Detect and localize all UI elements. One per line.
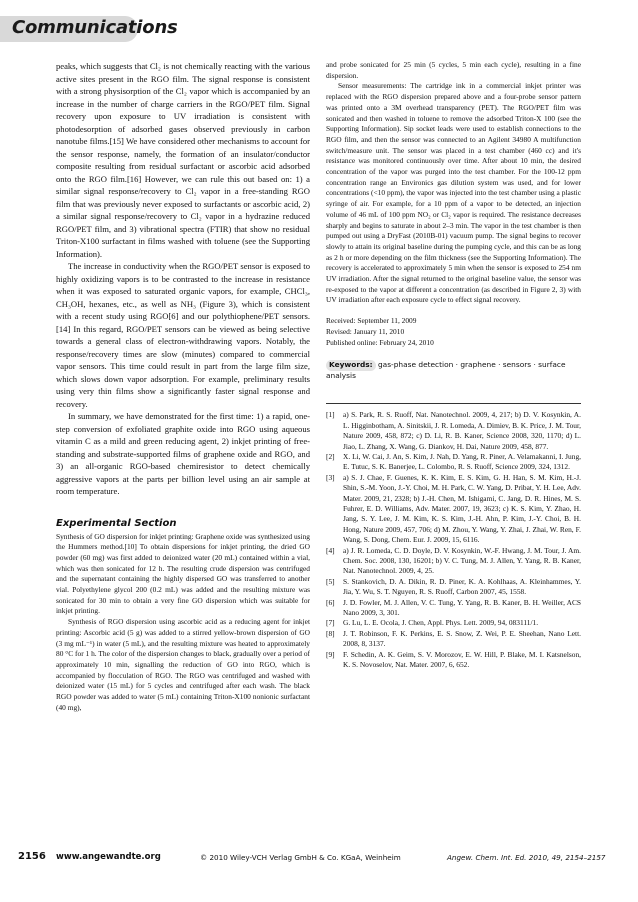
reference-text: a) J. R. Lomeda, C. D. Doyle, D. V. Kosynkin, W.-F. Hwang, J. M. Tour, J. Am. Chem. Soc. 2008, 130, 16201; b) V. C. Tung, M. J. Allen, Y. Yang, R. B. Kaner, Nat. Nanotechnol. 2009, 4, 25. — [343, 545, 581, 576]
received-date: Received: September 11, 2009 — [326, 316, 417, 326]
reference-number: [7] — [326, 618, 335, 628]
reference-text: F. Schedin, A. K. Geim, S. V. Morozov, E. W. Hill, P. Blake, M. I. Katsnelson, K. S. Novoselov, Nat. Mater. 2007, 6, 652. — [343, 649, 581, 670]
experimental-paragraph-1: Synthesis of GO dispersion for inkjet printing: Graphene oxide was synthesized using the Hummers method.[10] To obtain dispersions for inkjet printing, the dried GO powder (60 mg) was first added to deionized water (20 mL) contained within a vial, which was then sonicated for 12 h. The resulting crude dispersion was centrifuged and the supernatant containing the highly dispersed GO was transferred to another vial. Polyethylene glycol 200 (0.2 mL) was added and the resulting mixture was sonicated for 30 min to obtain a very fine GO dispersion which was suitable for inkjet printing. — [56, 531, 310, 616]
reference-text: a) S. Park, R. S. Ruoff, Nat. Nanotechnol. 2009, 4, 217; b) D. V. Kosynkin, A. L. Higginbotham, A. Sinitskii, J. R. Lomeda, A. Dimiev, B. K. Price, J. M. Tour, Nature 2009, 458, 872; c) D. Li, R. B. Kaner, Science 2008, 320, 1170; d) L. Jiao, L. Zhang, X. Wang, G. Diankov, H. Dai, Nature 2009, 458, 877. — [343, 410, 581, 451]
reference-number: [5] — [326, 576, 335, 586]
reference-item — [326, 473, 581, 546]
reference-number: [6] — [326, 597, 335, 607]
experimental-paragraph-3: and probe sonicated for 25 min (5 cycles, 5 min each cycle), resulting in a fine dispersion. — [326, 60, 581, 80]
references-list — [326, 410, 581, 670]
references-divider — [326, 403, 581, 404]
reference-item — [326, 618, 581, 628]
reference-item — [326, 546, 581, 577]
reference-item — [326, 452, 581, 473]
sensor-measurements-paragraph: Sensor measurements: The cartridge ink in a commercial inkjet printer was replaced with the RGO dispersion prepared above and a four-probe sensor pattern was printed onto a 3M overhead transparency (PET). The RGO/PET film was sonicated and then washed in toluene to remove the adsorbed Triton-X 100 (see the Supporting Information). Sip socket leads were used to establish connections to the RGO film, and then the sensor was connected to an Agilent 34980 A multifunction switch/measure unit. The sensor was placed in a test chamber (460 cc) and it's resistance was monitored continuously over time. After about 10 min, the desired concentration of the vapor was purged into the test chamber. For the 100-12 ppm concentration range an Environics gas dilution system was used, and for lower concentrations (<10 ppm), the vapor was injected into the test chamber using a plastic syringe of air. For example, for a 10 ppm of a vapor to be detected, an injection volume of 46 mL of 100 ppm NO₂ or Cl₂ vapor is required. The resistance decreases sharply and begins to saturate in about 2–3 min. The vapor in the test chamber is then pumped out using a DryFast (2010B-01) vacuum pump. The signal begins to recover slowly to attain its original baseline during the pumping cycle, and this can be as long as 2 h or more depending on the film thickness (see the Supporting Information). The recovery is accelerated to approximately 5 min when the sensor is exposed to 254 nm UV irradiation. After the signal returned to the original baseline value, the sensor was re-exposed to the vapor at different a concentration (as described in Figure 2, 3) with UV irradiation after each exposure cycle to effect signal recovery. — [326, 81, 581, 305]
copyright-notice: © 2010 Wiley-VCH Verlag GmbH & Co. KGaA, Weinheim — [200, 853, 401, 862]
reference-item — [326, 650, 581, 671]
left-column — [56, 60, 310, 713]
reference-number: [8] — [326, 628, 335, 638]
page-number: 2156 — [18, 851, 46, 862]
journal-website-link[interactable]: www.angewandte.org — [56, 852, 161, 862]
keywords-block — [326, 360, 581, 381]
body-paragraph-3: In summary, we have demonstrated for the first time: 1) a rapid, one-step conversion of exfoliated graphite oxide into RGO using aqueous vitamin C as a mild and green reducing agent, 2) inkjet printing of free-standing and substrate-supported films of graphene oxide and RGO, and 3) an all-organic RGO-based chemiresistor to detect chemically aggressive vapors at the parts per billion level using an air sample at room temperature. — [56, 411, 310, 496]
reference-text: S. Stankovich, D. A. Dikin, R. D. Piner, K. A. Kohlhaas, A. Kleinhammes, Y. Jia, Y. Wu, S. T. Nguyen, R. S. Ruoff, Carbon 2007, 45, 1558. — [343, 576, 581, 597]
experimental-section-title: Experimental Section — [56, 517, 177, 529]
reference-item — [326, 410, 581, 452]
section-header-title: Communications — [12, 17, 178, 38]
revised-date: Revised: January 11, 2010 — [326, 326, 405, 336]
page-footer — [0, 851, 638, 865]
article-dates — [326, 316, 581, 348]
reference-text: J. T. Robinson, F. K. Perkins, E. S. Snow, Z. Wei, P. E. Sheehan, Nano Lett. 2008, 8, 3137. — [343, 628, 581, 649]
reference-number: [9] — [326, 649, 335, 659]
keywords-list: gas-phase detection · graphene · sensors · surface analysis — [326, 360, 566, 380]
reference-item — [326, 577, 581, 598]
right-column — [326, 60, 581, 670]
reference-text: X. Li, W. Cai, J. An, S. Kim, J. Nah, D. Yang, R. Piner, A. Velamakanni, I. Jung, E. Tutuc, S. K. Banerjee, L. Colombo, R. S. Ruoff, Science 2009, 324, 1312. — [343, 451, 581, 472]
reference-number: [2] — [326, 451, 335, 461]
experimental-paragraph-2: Synthesis of RGO dispersion using ascorbic acid as a reducing agent for inkjet printing: Ascorbic acid (5 g) was added to a stirred yellow-brown dispersion of GO (3 mg mL⁻¹) in water (5 mL), and the resulting mixture was heated to approximately 80 °C for 1 h. The color of the dispersion changes to black, gradually over a period of approximately 10 min, signalling the reduction of GO into RGO, which is accompanied by flocculation of RGO. The RGO was centrifuged and washed with deionized water (15 mL) for 5 cycles and centrifuged after each wash. The black RGO powder was added to water (5 mL) containing Triton-X100 nonionic surfactant (40 mg), — [56, 617, 310, 712]
keywords-label: Keywords: — [326, 360, 376, 371]
reference-text: G. Lu, L. E. Ocola, J. Chen, Appl. Phys. Lett. 2009, 94, 083111/1. — [343, 618, 539, 628]
reference-number: [3] — [326, 472, 335, 482]
published-date: Published online: February 24, 2010 — [326, 337, 434, 347]
reference-item — [326, 629, 581, 650]
reference-number: [1] — [326, 410, 335, 420]
body-paragraph-1: peaks, which suggests that Cl₂ is not chemically reacting with the various active sites present in the RGO film. The signal response is consistent with a strong physisorption of the Cl₂ vapor which is accompanied by an increase in the number of charge carriers in the RGO/PET film. Signal recovery upon exposure to UV irradiation is consistent with photodesorption of adsorbed gases observed previously in carbon nanotube films.[15] We have considered other mechanisms to account for the sensor response, namely, the formation of an insulator/conductor composite resulting from residual surfactant or ascorbic acid adsorbed onto the RGO film.[16] However, we can rule this out based on: 1) a similar signal response/recovery to Cl₂ vapor in a free-standing RGO film that was previously never exposed to surfactants or ascorbic acid, 2) a similar signal response/recovery to Cl₂ vapor in a hydrazine reduced RGO/PET film, and 3) vibrational spectra (FTIR) that show no residual Triton-X100 surfactant in films washed with toluene (see the Supporting Information). — [56, 61, 310, 259]
reference-number: [4] — [326, 545, 335, 555]
journal-citation: Angew. Chem. Int. Ed. 2010, 49, 2154–2157 — [447, 853, 606, 862]
reference-text: a) S. J. Chae, F. Guenes, K. K. Kim, E. S. Kim, G. H. Han, S. M. Kim, H.-J. Shin, S.-M. Yoon, J.-Y. Choi, M. H. Park, C. W. Yang, D. Pribat, Y. H. Lee, Adv. Mater. 2009, 21, 2328; b) J.-H. Chen, M. Ishigami, C. Jang, D. R. Hines, M. S. Fuhrer, E. D. Williams, Adv. Mater. 2007, 19, 3623; c) K. S. Kim, Y. Zhao, H. Jang, S. Y. Lee, J. M. Kim, K. S. Kim, J.-H. Ahn, P. Kim, J.-Y. Choi, B. H. Hong, Nature 2009, 457, 706; d) M. Zhou, Y. Wang, Y. Zhai, J. Zhai, W. Ren, F. Wang, S. Dong, Chem. Eur. J. 2009, 15, 6116. — [343, 472, 581, 545]
reference-item — [326, 598, 581, 619]
body-paragraph-2: The increase in conductivity when the RGO/PET sensor is exposed to highly oxidizing vapors is to be contrasted to the increase in resistance when it was exposed to saturated organic vapors, for example, CHCl₃, CH₃OH, hexanes, etc., as well as NH₃ (Figure 3), which is consistent with a recent study using RGO[6] and our polythiophene/PET sensors.[14] In this regard, RGO/PET sensors can be viewed as being selective towards a general class of electron-withdrawing vapors. Notably, the response/recovery times are slow (minutes) compared to commercial vapor sensors. This time could result in part from the large film size, which slows down vapor adsorption. For example, preliminary results using very thin films show a significantly faster signal response and recovery. — [56, 261, 310, 409]
reference-text: J. D. Fowler, M. J. Allen, V. C. Tung, Y. Yang, R. B. Kaner, B. H. Weiller, ACS Nano 2009, 3, 301. — [343, 597, 581, 617]
